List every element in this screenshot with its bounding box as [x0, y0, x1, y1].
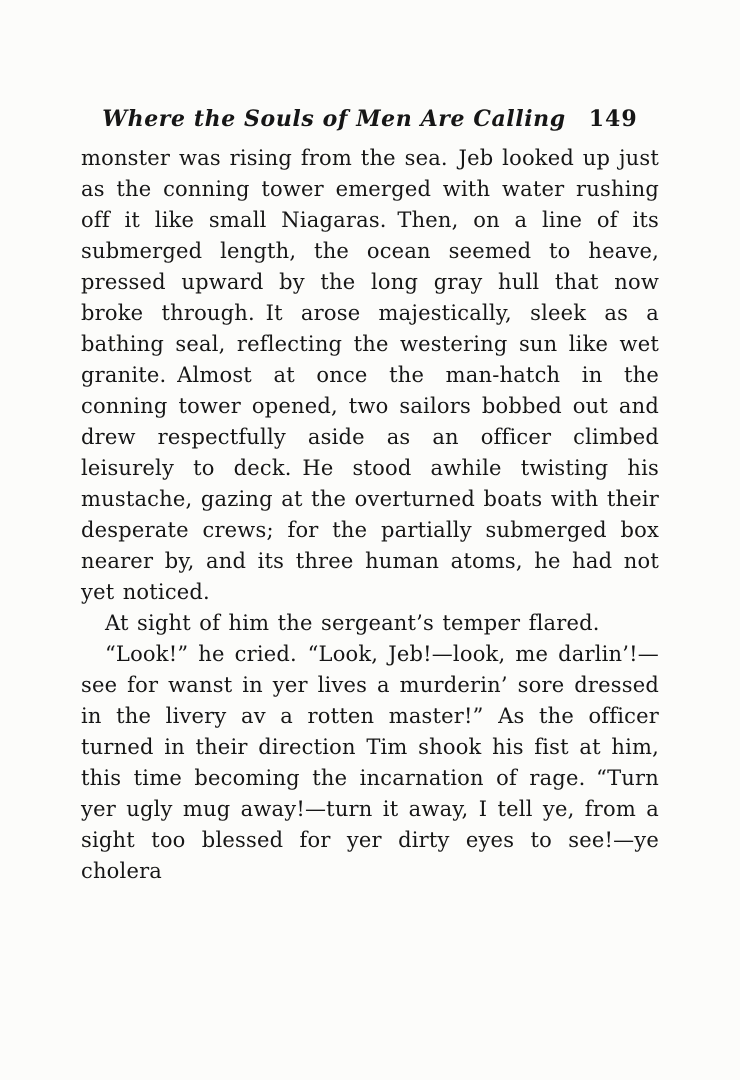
running-header-title: Where the Souls of Men Are Calling: [102, 106, 566, 132]
page-number: 149: [588, 106, 638, 132]
page-body: [81, 143, 659, 887]
running-header: [77, 104, 663, 135]
paragraph-continuation: monster was rising from the sea. Jeb looked up just as the conning tower emerged with water rushing off it like small Niagaras. Then, on a line of its submerged length, the ocean seemed to heave, pressed upward by the long gray hull that now broke through. It arose majestically, sleek as a bathing seal, reflecting the westering sun like wet granite. Almost at once the man-hatch in the conning tower opened, two sailors bobbed out and drew respectfully aside as an officer climbed leisurely to deck. He stood awhile twisting his mustache, gazing at the overturned boats with their desperate crews; for the partially submerged box nearer by, and its three human atoms, he had not yet noticed.: [81, 146, 659, 604]
paragraph-look-quote: “Look!” he cried. “Look, Jeb!—look, me darlin’!—see for wanst in yer lives a murderin’ sore dressed in the livery av a rotten master!” As the officer turned in their direction Tim shook his fist at him, this time becoming the incarnation of rage. “Turn yer ugly mug away!—turn it away, I tell ye, from a sight too blessed for yer dirty eyes to see!—ye cholera: [81, 642, 659, 883]
paragraph-sergeant-temper: At sight of him the sergeant’s temper flared.: [105, 611, 600, 635]
